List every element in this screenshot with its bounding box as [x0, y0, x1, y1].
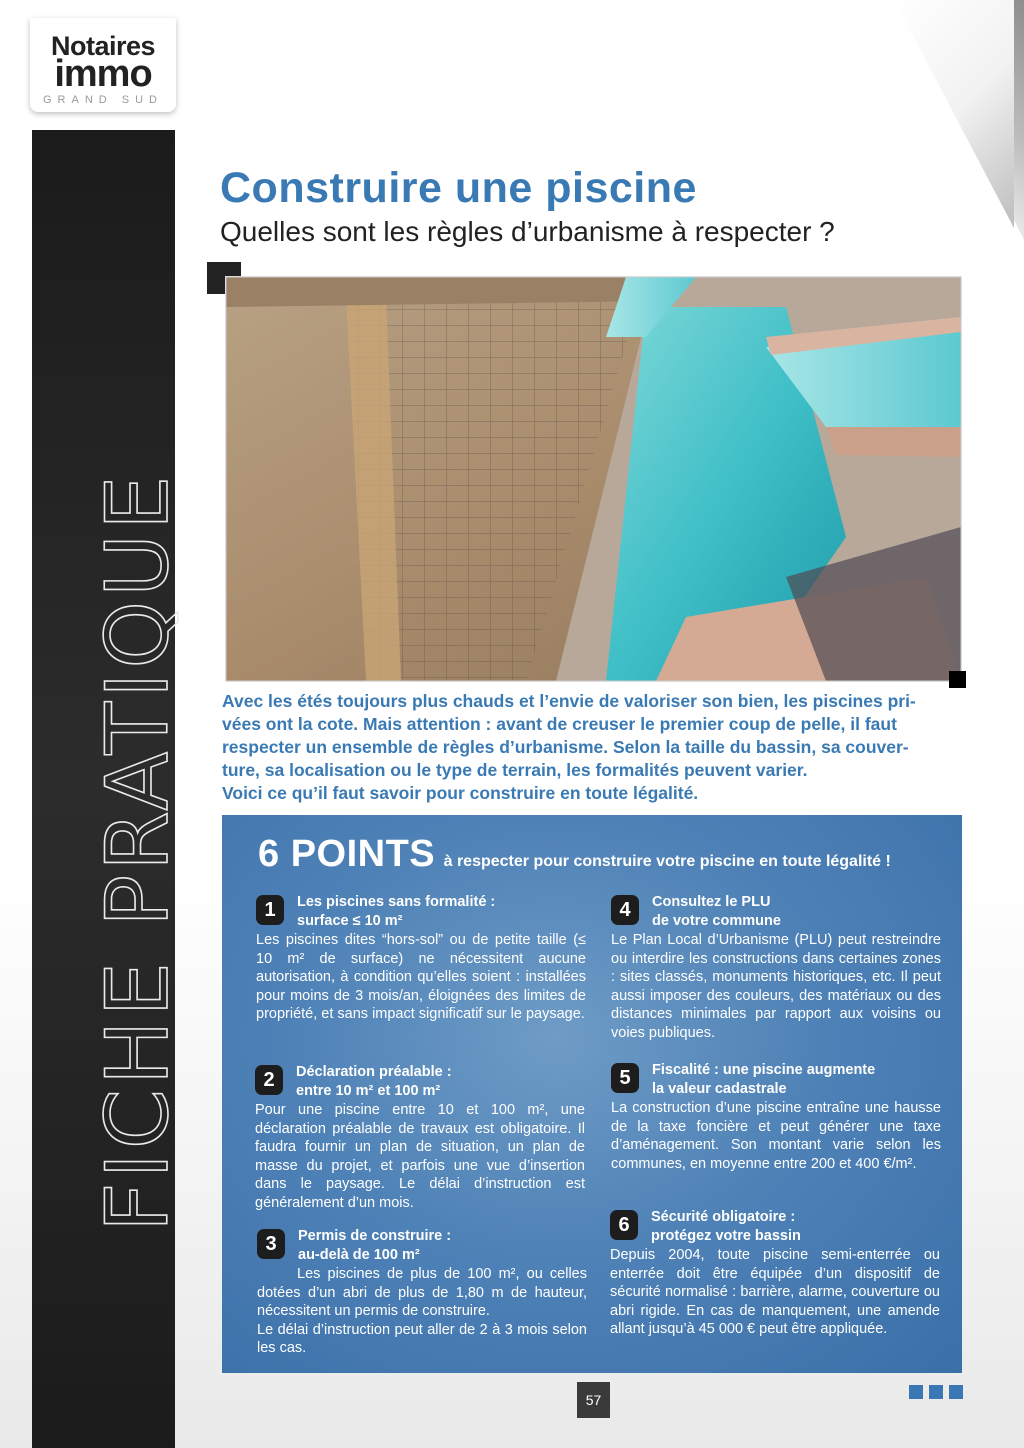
points-box [222, 815, 962, 1373]
pool-photo [225, 276, 962, 682]
point-number: 2 [255, 1065, 283, 1095]
page-curl [894, 0, 1014, 228]
point-6 [610, 1208, 940, 1339]
page-number: 57 [577, 1382, 610, 1418]
point-number: 5 [611, 1063, 639, 1093]
footer-square-decoration [909, 1385, 923, 1399]
pool-photo-illustration [226, 277, 961, 681]
point-heading-line: Consultez le PLU [652, 894, 771, 910]
point-heading-line: Les piscines sans formalité : [297, 894, 496, 910]
point-body: Depuis 2004, toute piscine semi-enterrée ou enterrée doit être équipée d’un dispositif de sécurité normalisé : barrière, alarme, couverture ou abri rigide. En cas de manquement, une amende allant jusqu’à 45 000 € peut être appliquée. [610, 1247, 940, 1337]
point-number: 4 [611, 895, 639, 925]
point-heading-line: au-delà de 100 m² [298, 1247, 420, 1263]
page-title: Construire une piscine [220, 164, 697, 212]
point-5 [611, 1061, 941, 1173]
footer-square-decoration [949, 1385, 963, 1399]
intro-line: ture, sa localisation ou le type de terrain, les formalités peuvent varier. [222, 760, 808, 780]
point-number: 6 [610, 1210, 638, 1240]
point-3 [257, 1227, 587, 1358]
point-heading [296, 1063, 585, 1101]
point-heading [298, 1227, 587, 1265]
point-heading-line: Permis de construire : [298, 1228, 452, 1244]
point-body: Les piscines de plus de 100 m², ou celles dotées d’un abri de plus de 1,80 m de hauteur, nécessitent un permis de construire. [257, 1266, 587, 1319]
intro-line: Voici ce qu’il faut savoir pour construire en toute légalité. [222, 783, 699, 803]
footer-square-decoration [929, 1385, 943, 1399]
point-number: 3 [257, 1229, 285, 1259]
point-number: 1 [256, 895, 284, 925]
page-subtitle: Quelles sont les règles d’urbanisme à respecter ? [220, 216, 835, 247]
point-heading-line: entre 10 m² et 100 m² [296, 1083, 441, 1099]
point-body-extra: Le délai d’instruction peut aller de 2 à 3 mois selon les cas. [257, 1321, 587, 1356]
point-heading-line: Fiscalité : une piscine augmente [652, 1062, 876, 1078]
point-2 [255, 1063, 585, 1212]
points-box-title-big: 6 POINTS [258, 833, 436, 875]
photo-corner-decoration-bottom [949, 671, 966, 688]
intro-line: respecter un ensemble de règles d’urbanisme. Selon la taille du bassin, sa couver- [222, 737, 909, 757]
logo-line-1: Notaires [50, 31, 156, 61]
point-heading-line: de votre commune [652, 913, 781, 929]
logo-line-3: GRAND SUD [42, 94, 163, 106]
point-heading-line: la valeur cadastrale [652, 1081, 787, 1097]
point-body: Pour une piscine entre 10 et 100 m², une déclaration préalable de travaux est obligatoire. Il faudra fournir un plan de situation, un plan de masse du projet, et parfois une vue d’insertion dans le paysage. Le délai d’instruction est généralement d’un mois. [255, 1102, 585, 1211]
points-box-title [258, 833, 891, 876]
point-heading-line: surface ≤ 10 m² [297, 913, 403, 929]
point-heading [651, 1208, 940, 1246]
point-heading [652, 893, 941, 931]
intro-line: vées ont la cote. Mais attention : avant de creuser le premier coup de pelle, il faut [222, 714, 897, 734]
logo-line-2: immo [54, 53, 152, 95]
logo [30, 18, 176, 112]
point-heading [652, 1061, 941, 1099]
point-heading-line: Déclaration préalable : [296, 1064, 452, 1080]
point-heading-line: Sécurité obligatoire : [651, 1209, 796, 1225]
point-heading [297, 893, 586, 931]
sidebar-label: FICHE PRATIQUE [88, 471, 188, 1232]
point-1 [256, 893, 586, 1024]
intro-paragraph [222, 690, 967, 805]
point-body: Les piscines dites “hors-sol” ou de petite taille (≤ 10 m² de surface) ne nécessitent aucune autorisation, à condition qu’elles soient : installées pour moins de 3 mois/an, éloignées des limites de propriété, et sans impact significatif sur le paysage. [256, 932, 586, 1022]
point-body: Le Plan Local d’Urbanisme (PLU) peut restreindre ou interdire les constructions dans certaines zones : sites classés, monuments historiques, etc. Il peut aussi imposer des couleurs, des matériaux ou des distances minimales par rapport aux voisins ou voies publiques. [611, 932, 941, 1041]
intro-line: Avec les étés toujours plus chauds et l’envie de valoriser son bien, les piscines pri- [222, 691, 916, 711]
point-body: La construction d’une piscine entraîne une hausse de la taxe foncière et peut générer une taxe d’aménagement. Son montant varie selon les communes, en moyenne entre 200 et 400 €/m². [611, 1100, 941, 1172]
point-heading-line: protégez votre bassin [651, 1228, 801, 1244]
points-box-title-small: à respecter pour construire votre piscine en toute légalité ! [443, 853, 891, 870]
point-4 [611, 893, 941, 1042]
